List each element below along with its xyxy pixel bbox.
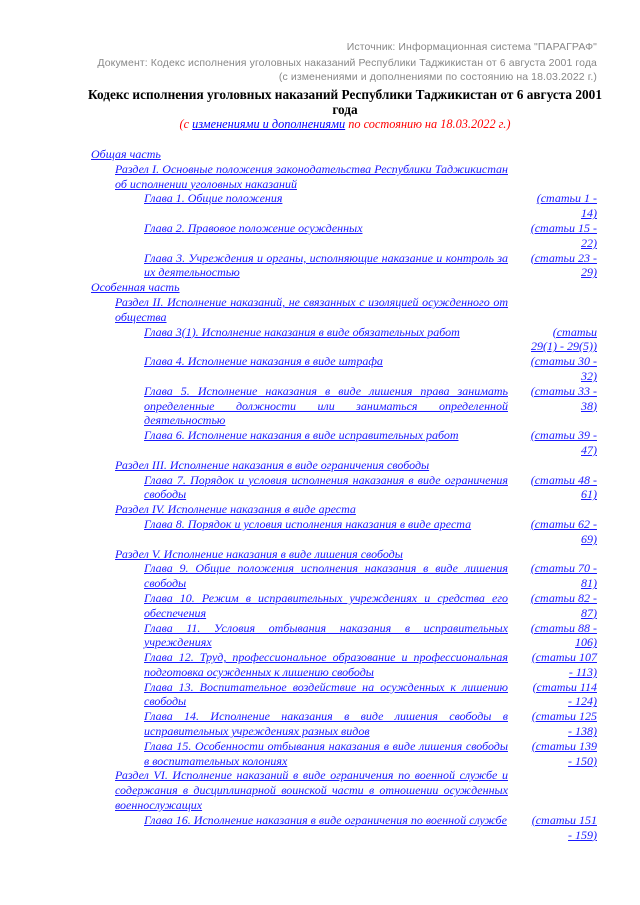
toc-row bbox=[91, 325, 597, 355]
toc-articles-link[interactable] bbox=[517, 191, 597, 221]
articles-range-text: 69) bbox=[581, 531, 597, 546]
articles-range-text: (статьи 114 bbox=[532, 679, 597, 694]
toc-chapter-link[interactable]: Глава 1. Общие положения bbox=[144, 191, 283, 206]
toc-section-link[interactable]: Раздел IV. Исполнение наказания в виде ареста bbox=[115, 502, 356, 517]
toc-row bbox=[91, 162, 597, 192]
toc-row bbox=[91, 221, 597, 251]
table-of-contents bbox=[91, 147, 597, 842]
articles-range-text: (статьи 139 bbox=[531, 738, 597, 753]
toc-row bbox=[91, 384, 597, 428]
toc-chapter-link[interactable]: Глава 4. Исполнение наказания в виде штрафа bbox=[144, 354, 383, 369]
toc-chapter-link[interactable]: Глава 6. Исполнение наказания в виде исправительных работ bbox=[144, 428, 459, 443]
articles-range-text: (статьи 33 - bbox=[530, 383, 597, 398]
articles-range-text: 22) bbox=[581, 235, 597, 250]
toc-chapter-link[interactable]: Глава 5. Исполнение наказания в виде лишения права занимать определенные должности или заниматься определенной деятельностью bbox=[144, 383, 508, 428]
toc-row bbox=[91, 739, 597, 769]
toc-articles-link[interactable] bbox=[517, 813, 597, 843]
toc-articles-link[interactable] bbox=[517, 251, 597, 281]
articles-range-text: (статьи 48 - bbox=[530, 472, 597, 487]
articles-range-text: (статьи 151 bbox=[531, 812, 597, 827]
articles-range-text: 81) bbox=[581, 576, 597, 591]
toc-row bbox=[91, 354, 597, 384]
toc-row bbox=[91, 458, 597, 473]
toc-row bbox=[91, 768, 597, 812]
articles-range-text: 32) bbox=[581, 368, 597, 383]
toc-articles-link[interactable] bbox=[517, 354, 597, 384]
toc-section-link[interactable]: Раздел I. Основные положения законодательства Республики Таджикистан об исполнении уголовных наказаний bbox=[115, 161, 508, 191]
toc-section-link[interactable]: Раздел II. Исполнение наказаний, не связанных с изоляцией осужденного от общества bbox=[115, 294, 508, 324]
articles-range-text: (статьи 30 - bbox=[530, 354, 597, 369]
toc-row bbox=[91, 502, 597, 517]
toc-row bbox=[91, 547, 597, 562]
toc-row bbox=[91, 517, 597, 547]
articles-range-text: (статьи 1 - bbox=[536, 191, 597, 206]
articles-range-text: (статьи 88 - bbox=[530, 620, 597, 635]
subtitle-open: (с bbox=[179, 117, 193, 131]
articles-range-text: - 150) bbox=[568, 753, 597, 768]
toc-part-link[interactable]: Особенная часть bbox=[91, 280, 180, 295]
toc-chapter-link[interactable]: Глава 16. Исполнение наказания в виде ограничения по военной службе bbox=[144, 812, 507, 827]
articles-range-text: - 113) bbox=[568, 664, 597, 679]
articles-range-text: (статьи 82 - bbox=[530, 590, 597, 605]
toc-chapter-link[interactable]: Глава 12. Труд, профессиональное образование и профессиональная подготовка осужденных к лишению свободы bbox=[144, 650, 508, 679]
articles-range-text: (статьи 62 - bbox=[530, 516, 597, 531]
toc-row bbox=[91, 561, 597, 591]
toc-chapter-link[interactable]: Глава 10. Режим в исправительных учреждениях и средства его обеспечения bbox=[144, 590, 508, 620]
toc-row bbox=[91, 251, 597, 281]
toc-section-link[interactable]: Раздел V. Исполнение наказания в виде лишения свободы bbox=[115, 546, 403, 561]
articles-range-text: 87) bbox=[581, 605, 597, 620]
articles-range-text: 106) bbox=[575, 635, 597, 650]
toc-row bbox=[91, 680, 597, 710]
toc-chapter-link[interactable]: Глава 3(1). Исполнение наказания в виде обязательных работ bbox=[144, 324, 460, 339]
articles-range-text: (статьи 39 - bbox=[530, 428, 597, 443]
toc-articles-link[interactable] bbox=[517, 591, 597, 621]
toc-articles-link[interactable] bbox=[517, 221, 597, 251]
articles-range-text: (статьи 15 - bbox=[530, 220, 597, 235]
toc-chapter-link[interactable]: Глава 2. Правовое положение осужденных bbox=[144, 220, 363, 235]
toc-row bbox=[91, 473, 597, 503]
articles-range-text: 14) bbox=[581, 206, 597, 221]
toc-section-link[interactable]: Раздел VI. Исполнение наказаний в виде ограничения по военной службе и содержания в дисциплинарной воинской части в отношении осужденных военнослужащих bbox=[115, 768, 508, 813]
toc-section-link[interactable]: Раздел III. Исполнение наказания в виде ограничения свободы bbox=[115, 457, 430, 472]
document-line: Документ: Кодекс исполнения уголовных наказаний Республики Таджикистан от 6 августа 2001 года (с изменениями и дополнениями по состоянию на 18.03.2022 г.) bbox=[97, 57, 597, 83]
articles-range-text: 38) bbox=[581, 398, 597, 413]
source-line: Источник: Информационная система "ПАРАГРАФ" bbox=[346, 41, 597, 53]
toc-chapter-link[interactable]: Глава 3. Учреждения и органы, исполняющие наказание и контроль за их деятельностью bbox=[144, 250, 508, 280]
toc-articles-link[interactable] bbox=[517, 621, 597, 651]
toc-articles-link[interactable] bbox=[517, 680, 597, 710]
toc-chapter-link[interactable]: Глава 14. Исполнение наказания в виде лишения свободы в исправительных учреждениях разных видов bbox=[144, 709, 508, 739]
toc-chapter-link[interactable]: Глава 11. Условия отбывания наказания в исправительных учреждениях bbox=[144, 620, 508, 650]
toc-row bbox=[91, 621, 597, 651]
toc-articles-link[interactable] bbox=[517, 739, 597, 769]
toc-chapter-link[interactable]: Глава 9. Общие положения исполнения наказания в виде лишения свободы bbox=[144, 561, 508, 591]
toc-row bbox=[91, 709, 597, 739]
articles-range-text: 29) bbox=[581, 265, 597, 280]
toc-row bbox=[91, 591, 597, 621]
toc-part-link[interactable]: Общая часть bbox=[91, 147, 161, 161]
subtitle bbox=[80, 117, 610, 132]
toc-row bbox=[91, 280, 597, 295]
toc-articles-link[interactable] bbox=[517, 650, 597, 680]
toc-articles-link[interactable] bbox=[517, 561, 597, 591]
page-title: Кодекс исполнения уголовных наказаний Республики Таджикистан от 6 августа 2001 года bbox=[88, 87, 602, 117]
toc-articles-link[interactable] bbox=[517, 517, 597, 547]
articles-range-text: (статьи bbox=[552, 324, 597, 339]
articles-range-text: 61) bbox=[581, 487, 597, 502]
toc-chapter-link[interactable]: Глава 8. Порядок и условия исполнения наказания в виде ареста bbox=[144, 516, 472, 531]
toc-row bbox=[91, 147, 597, 162]
articles-range-text: (статьи 125 bbox=[531, 709, 597, 724]
toc-row bbox=[91, 191, 597, 221]
toc-row bbox=[91, 428, 597, 458]
toc-chapter-link[interactable]: Глава 15. Особенности отбывания наказания в виде лишения свободы в воспитательных колониях bbox=[144, 738, 508, 768]
articles-range-text: (статьи 107 bbox=[531, 650, 597, 665]
articles-range-text: - 159) bbox=[568, 827, 597, 842]
articles-range-text: - 124) bbox=[568, 694, 597, 709]
toc-row bbox=[91, 650, 597, 680]
toc-row bbox=[91, 295, 597, 325]
toc-articles-link[interactable] bbox=[517, 325, 597, 355]
amendments-link[interactable]: изменениями и дополнениями bbox=[192, 117, 346, 131]
toc-chapter-link[interactable]: Глава 7. Порядок и условия исполнения наказания в виде ограничения свободы bbox=[144, 472, 508, 502]
toc-chapter-link[interactable]: Глава 13. Воспитательное воздействие на осужденных к лишению свободы bbox=[144, 679, 508, 709]
articles-range-text: 29(1) - 29(5)) bbox=[531, 339, 597, 354]
subtitle-rest: по состоянию на 18.03.2022 г.) bbox=[345, 117, 511, 131]
toc-articles-link[interactable] bbox=[517, 709, 597, 739]
articles-range-text: (статьи 70 - bbox=[530, 561, 597, 576]
toc-row bbox=[91, 813, 597, 843]
articles-range-text: (статьи 23 - bbox=[530, 250, 597, 265]
toc-articles-link[interactable] bbox=[517, 473, 597, 503]
articles-range-text: - 138) bbox=[568, 724, 597, 739]
toc-articles-link[interactable] bbox=[517, 384, 597, 414]
toc-articles-link[interactable] bbox=[517, 428, 597, 458]
articles-range-text: 47) bbox=[581, 442, 597, 457]
